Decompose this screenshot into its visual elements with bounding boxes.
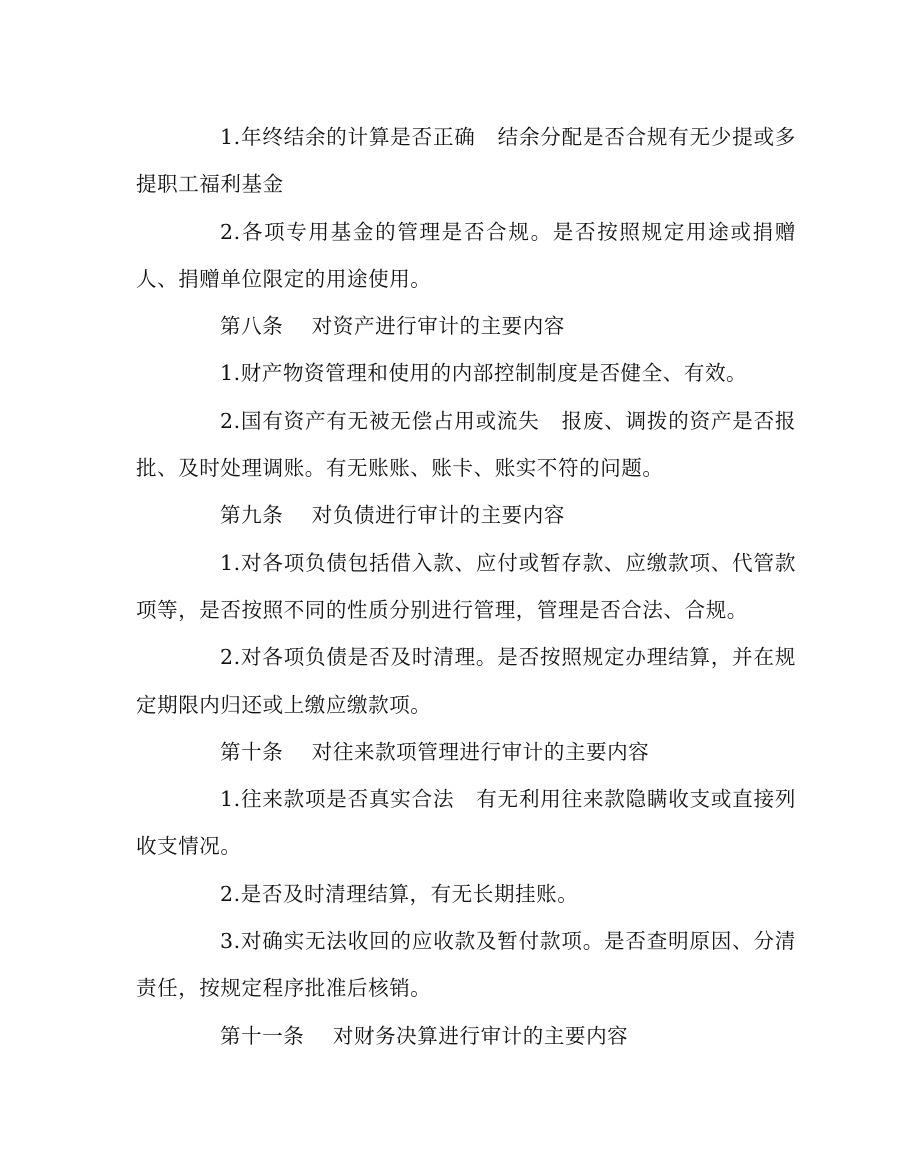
paragraph-item: 2.是否及时清理结算，有无长期挂账。 (220, 881, 579, 906)
section-heading: 第十条 对往来款项管理进行审计的主要内容 (220, 739, 650, 764)
paragraph-item: 2.国有资产有无被无偿占用或流失 报废、调拨的资产是否报批、及时处理调账。有无账账、账卡、账实不符的问题。 (136, 408, 796, 481)
paragraph-item: 1.年终结余的计算是否正确 结余分配是否合规有无少提或多提职工福利基金 (136, 125, 796, 197)
paragraph-item: 1.财产物资管理和使用的内部控制制度是否健全、有效。 (220, 361, 748, 386)
section-heading: 第十一条 对财务决算进行审计的主要内容 (220, 1023, 629, 1048)
paragraph-item: 2.各项专用基金的管理是否合规。是否按照规定用途或捐赠人、捐赠单位限定的用途使用。 (136, 219, 796, 291)
paragraph-item: 2.对各项负债是否及时清理。是否按照规定办理结算，并在规定期限内归还或上缴应缴款项。 (136, 645, 796, 717)
document-body (136, 114, 796, 1060)
paragraph-item: 1.对各项负债包括借入款、应付或暂存款、应缴款项、代管款项等，是否按照不同的性质分别进行管理，管理是否合法、合规。 (136, 550, 796, 622)
paragraph-item: 3.对确实无法收回的应收款及暂付款项。是否查明原因、分清责任，按规定程序批准后核销。 (136, 929, 796, 1001)
section-heading: 第九条 对负债进行审计的主要内容 (220, 503, 565, 528)
section-heading: 第八条 对资产进行审计的主要内容 (220, 314, 565, 339)
paragraph-item: 1.往来款项是否真实合法 有无利用往来款隐瞒收支或直接列收支情况。 (136, 787, 796, 859)
